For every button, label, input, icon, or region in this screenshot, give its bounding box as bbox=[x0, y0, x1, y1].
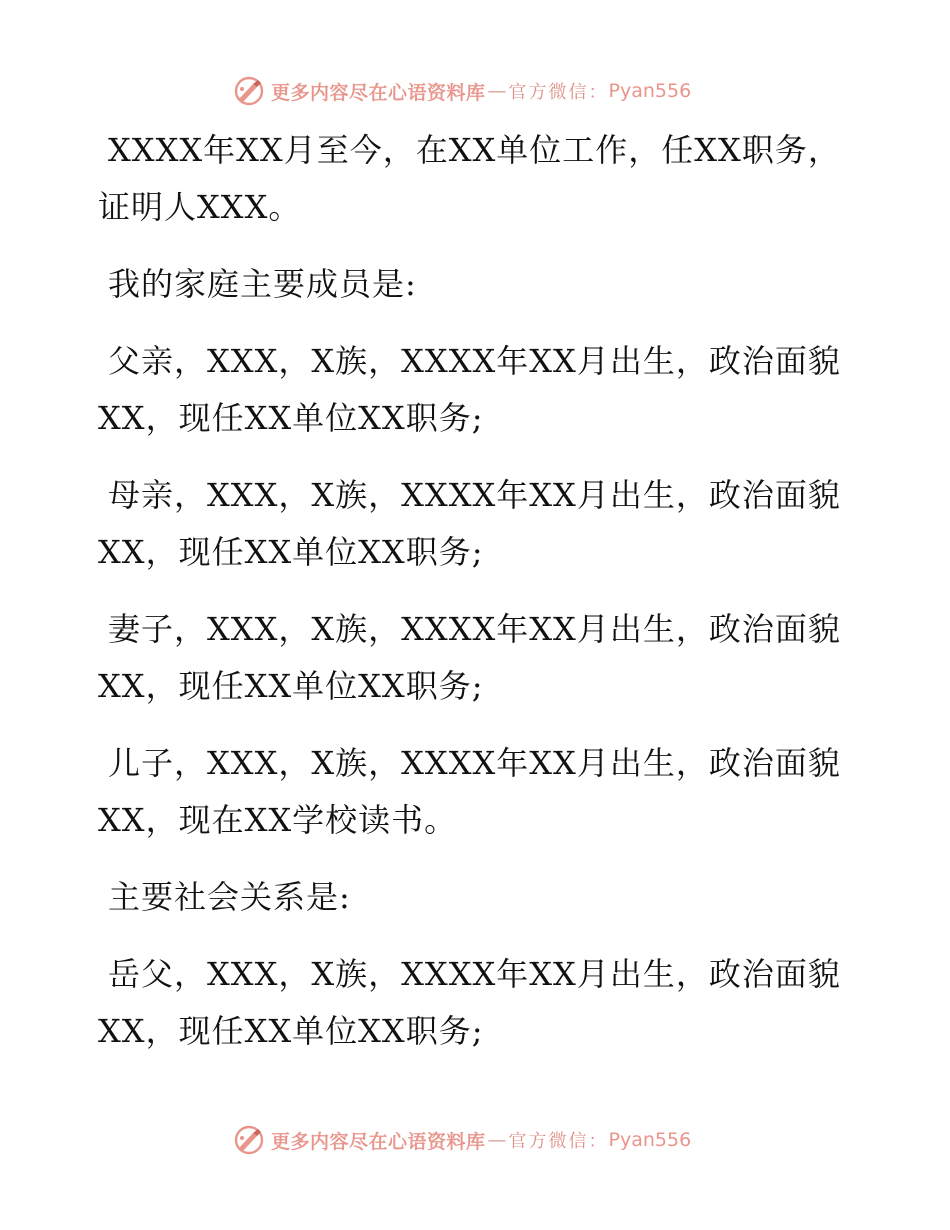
text-line: 我的家庭主要成员是: bbox=[108, 265, 417, 303]
text-line: 父亲，XXX，X族，XXXX年XX月出生，政治面貌 bbox=[108, 342, 841, 380]
text-line: XX，现任XX单位XX职务; bbox=[98, 667, 484, 705]
text-line: XX，现任XX单位XX职务; bbox=[98, 1012, 484, 1050]
watermark-handle: Pyan556 bbox=[608, 1129, 692, 1151]
text-line: XX，现在XX学校读书。 bbox=[98, 801, 458, 839]
watermark-handle: Pyan556 bbox=[608, 80, 692, 102]
watermark-official: 官方微信： bbox=[508, 1131, 609, 1152]
text-line: 妻子，XXX，X族，XXXX年XX月出生，政治面貌 bbox=[108, 610, 841, 648]
footer-watermark bbox=[233, 1123, 691, 1157]
watermark-dash: — bbox=[487, 1129, 507, 1151]
text-line: XXXX年XX月至今，在XX单位工作，任XX职务， bbox=[108, 131, 841, 169]
watermark-dash: — bbox=[487, 80, 507, 102]
watermark-brand: 更多内容尽在心语资料库 bbox=[271, 81, 486, 104]
watermark-official: 官方微信： bbox=[508, 82, 609, 103]
paragraph-social-heading bbox=[98, 869, 838, 926]
text-line: 儿子，XXX，X族，XXXX年XX月出生，政治面貌 bbox=[108, 744, 841, 782]
paragraph-mother bbox=[98, 467, 841, 581]
pen-logo-icon bbox=[233, 1124, 265, 1156]
document-body bbox=[98, 122, 841, 1080]
paragraph-father-in-law bbox=[98, 946, 841, 1060]
pen-logo-icon bbox=[233, 75, 265, 107]
text-line: XX，现任XX单位XX职务; bbox=[98, 533, 484, 571]
text-line: 证明人XXX。 bbox=[98, 188, 302, 226]
paragraph-wife bbox=[98, 601, 841, 715]
text-line: 母亲，XXX，X族，XXXX年XX月出生，政治面貌 bbox=[108, 476, 841, 514]
text-line: 岳父，XXX，X族，XXXX年XX月出生，政治面貌 bbox=[108, 955, 841, 993]
paragraph-family-heading bbox=[98, 256, 838, 313]
header-watermark bbox=[233, 74, 691, 108]
paragraph-work bbox=[98, 122, 841, 236]
text-line: 主要社会关系是: bbox=[108, 878, 351, 916]
text-line: XX，现任XX单位XX职务; bbox=[98, 399, 484, 437]
paragraph-son bbox=[98, 735, 841, 849]
paragraph-father bbox=[98, 333, 841, 447]
watermark-brand: 更多内容尽在心语资料库 bbox=[271, 1130, 486, 1153]
